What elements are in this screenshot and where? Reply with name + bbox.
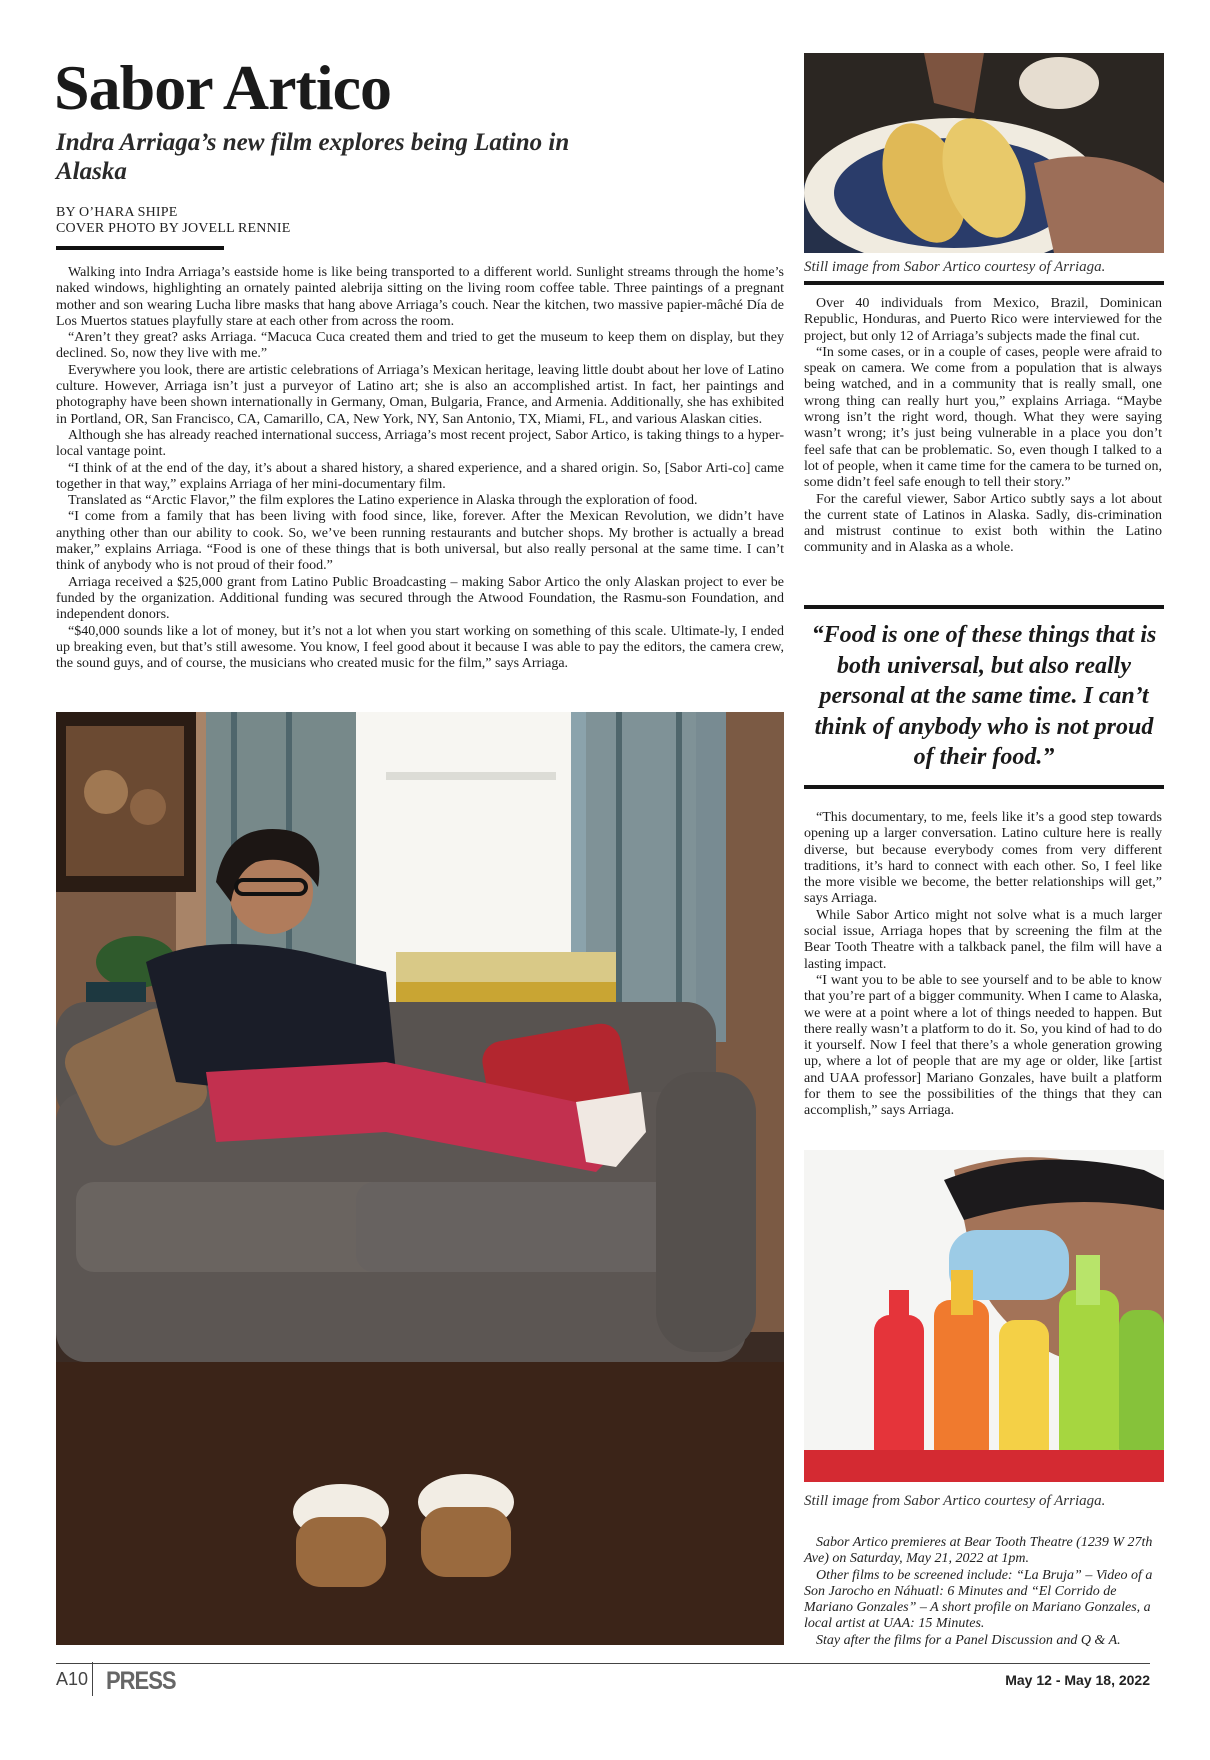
article-title: Sabor Artico: [54, 52, 392, 123]
byline-photo-credit: COVER PHOTO BY JOVELL RENNIE: [56, 221, 291, 236]
footer-divider: [92, 1662, 93, 1696]
byline-author: BY O’HARA SHIPE: [56, 205, 178, 220]
paragraph: “Aren’t they great? asks Arriaga. “Macuca Cuca created them and tried to get the museum to keep them on display, but they declined. So, now they live with me.”: [56, 330, 784, 362]
paragraph: While Sabor Artico might not solve what is a much larger social issue, Arriaga hopes that by screening the film at the Bear Tooth Theatre with a talkback panel, the film will have a lasting impact.: [804, 907, 1162, 972]
main-article-body: [56, 265, 784, 672]
pull-quote-rule-top: [804, 605, 1164, 609]
paragraph: Arriaga received a $25,000 grant from Latino Public Broadcasting – making Sabor Artico the only Alaskan project to ever be funded by the organization. Additional funding was secured through the Atwood Foundation, the Rasmu-son Foundation, and independent donors.: [56, 574, 784, 623]
photo-caption-bottom: Still image from Sabor Artico courtesy of Arriaga.: [804, 1493, 1106, 1509]
main-photo-illustration: [56, 712, 784, 1645]
photo-caption-top: Still image from Sabor Artico courtesy of Arriaga.: [804, 259, 1106, 275]
paragraph: Everywhere you look, there are artistic celebrations of Arriaga’s Mexican heritage, leaving little doubt about her love of Latino culture. However, Arriaga isn’t just a purveyor of Latino art; she is also an accomplished artist. In fact, her paintings and photography have been shown internationally in Germany, Oman, Bulgaria, France, and Armenia. Additionally, she has exhibited in Portland, OR, San Francisco, CA, Camarillo, CA, New York, NY, San Antonio, TX, Miami, FL, and various Alaskan cities.: [56, 362, 784, 427]
issue-dates: May 12 - May 18, 2022: [1005, 1672, 1150, 1688]
press-logo: PRESS: [106, 1666, 176, 1695]
paragraph: Although she has already reached international success, Arriaga’s most recent project, Sabor Artico, is taking things to a hyper-local vantage point.: [56, 427, 784, 460]
main-photo-woman-on-couch: [56, 712, 784, 1645]
photo-masked-man-with-sodas: [804, 1150, 1164, 1482]
paragraph: “I think of at the end of the day, it’s about a shared history, a shared experience, and a shared origin. So, [Sabor Arti-co] came together in that way,” explains Arriaga of her mini-documentary film.: [56, 460, 784, 492]
paragraph: “$40,000 sounds like a lot of money, but it’s not a lot when you start working on something of this scale. Ultimate-ly, I ended up breaking even, but that’s still awesome. You know, I feel good about it because I was able to pay the editors, the camera crew, the sound guys, and of course, the musicians who created music for the film,” says Arriaga.: [56, 623, 784, 672]
tamales-photo-illustration: [804, 53, 1164, 253]
paragraph: Stay after the films for a Panel Discussion and Q & A.: [816, 1632, 1121, 1648]
footer-rule: [56, 1663, 1150, 1664]
paragraph: “I come from a family that has been living with food since, like, forever. After the Mexican Revolution, we didn’t have anything other than our ability to cook. So, we’ve been running restaurants and butcher shops. My brother is actually a bread maker,” explains Arriaga. “Food is one of these things that is both universal, but also really personal at the same time. I can’t think of anybody who is not proud of their food.”: [56, 509, 784, 574]
screening-info: [804, 1535, 1162, 1649]
paragraph: Over 40 individuals from Mexico, Brazil, Dominican Republic, Honduras, and Puerto Rico were interviewed for the project, but only 12 of Arriaga’s subjects made the final cut.: [804, 296, 1162, 344]
sidebar-article-body-1: [804, 296, 1162, 557]
photo-tamales: [804, 53, 1164, 253]
article-subtitle: Indra Arriaga’s new film explores being Latino in Alaska: [56, 129, 570, 185]
sidebar-article-body-2: [804, 810, 1162, 1120]
paragraph: “I want you to be able to see yourself and to be able to know that you’re part of a bigger community. When I came to Alaska, we were at a point where a lot of things needed to happen. But there really wasn’t a platform to do it. So, you kind of had to do it yourself. Now I feel that there’s a whole generation growing up, where a lot of people that are my age or older, like [artist and UAA professor] Mariano Gonzales, have built a platform for them to see the possibilities of the things that they can accomplish,” says Arriaga.: [804, 972, 1162, 1119]
pull-quote-rule-bottom: [804, 785, 1164, 789]
page-number: A10: [56, 1669, 89, 1689]
paragraph: “This documentary, to me, feels like it’s a good step towards opening up a larger conversation. Latino culture here is really diverse, but because everybody comes from very different traditions, it’s hard to connect with each other. So, I feel like the more visible we become, the better relationships will get,” says Arriaga.: [804, 810, 1162, 907]
byline: [56, 205, 456, 237]
section-rule: [804, 281, 1164, 285]
pull-quote: “Food is one of these things that is both universal, but also really personal at the same time. I can’t think of anybody who is not proud of their food.”: [811, 622, 1157, 770]
paragraph: “In some cases, or in a couple of cases, people were afraid to speak on camera. We come from a population that is always being watched, and in a community that is really small, one wrong thing can really hurt you,” explains Arriaga. “Maybe wrong isn’t the right word, though. What they were saying wasn’t wrong; it’s just being vulnerable in a place you don’t feel safe that can be problematic. So, even though I talked to a lot of people, when it came time for the camera to be turned on, some didn’t feel safe enough to tell their story.”: [804, 344, 1162, 491]
paragraph: Other films to be screened include: “La Bruja” – Video of a Son Jarocho en Náhuatl: 6 Minutes and “El Corrido de Mariano Gonzales” – A short profile on Mariano Gonzales, a local artist at UAA: 15 Minutes.: [804, 1567, 1153, 1632]
sodas-photo-illustration: [804, 1150, 1164, 1482]
paragraph: For the careful viewer, Sabor Artico subtly says a lot about the current state of Latinos in Alaska. Sadly, dis-crimination and mistrust continue to exist both within the Latino community and in Alaska as a whole.: [804, 491, 1162, 556]
paragraph: Translated as “Arctic Flavor,” the film explores the Latino experience in Alaska through the exploration of food.: [68, 493, 698, 509]
paragraph: Walking into Indra Arriaga’s eastside home is like being transported to a different world. Sunlight streams through the home’s naked windows, highlighting an ornately painted alebrija sitting on the living room coffee table. Three paintings of a pregnant mother and son wearing Lucha libre masks that hang above Arriaga’s couch. Near the kitchen, two massive papier-mâché Día de Los Muertos statues playfully stare at each other from across the room.: [56, 265, 784, 329]
byline-rule: [56, 246, 224, 250]
paragraph: Sabor Artico premieres at Bear Tooth Theatre (1239 W 27th Ave) on Saturday, May 21, 2022 at 1pm.: [804, 1535, 1153, 1567]
